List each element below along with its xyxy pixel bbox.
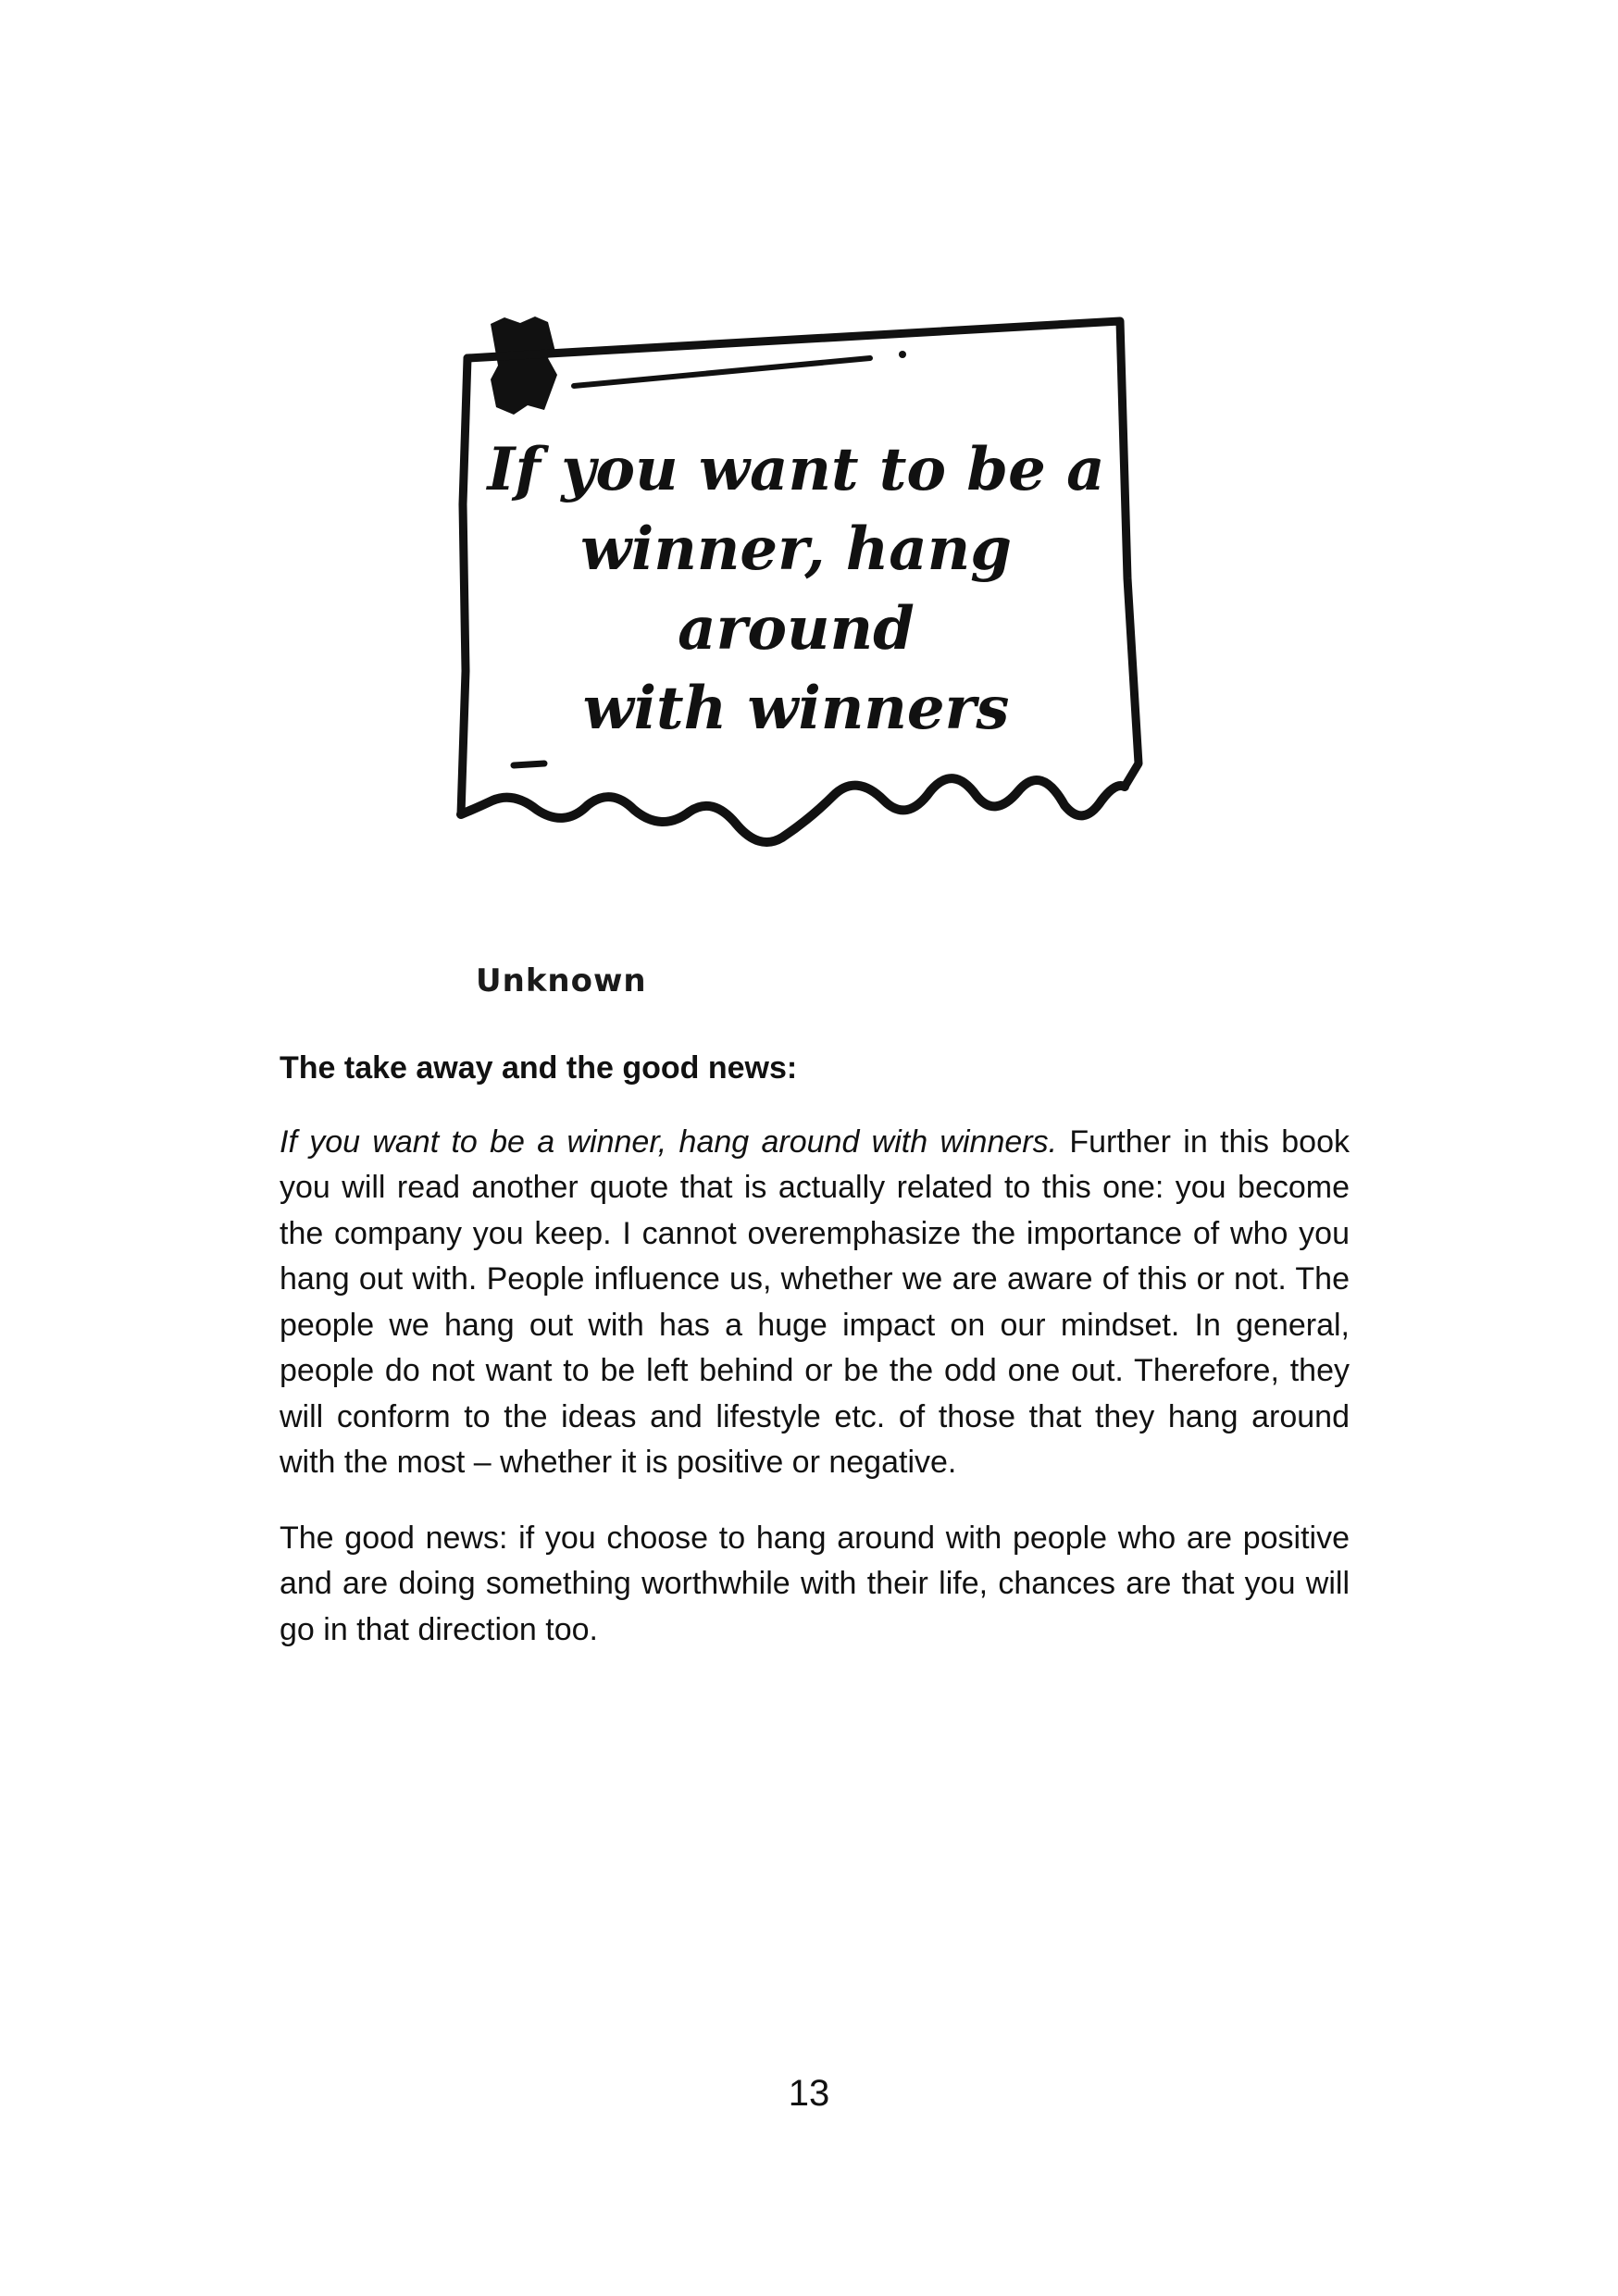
quote-graphic	[435, 301, 1157, 875]
quote-line: winner, hang around	[579, 515, 1013, 664]
page-number: 13	[788, 2073, 830, 2114]
paragraph-2: The good news: if you choose to hang around with people who are positive and are doing something worthwhile with their life, chances are that you will go in that direction too.	[280, 1520, 1350, 1647]
body-content	[280, 1046, 1350, 1682]
section-heading: The take away and the good news:	[280, 1050, 798, 1086]
quote-attribution: Unknown	[476, 962, 647, 999]
paragraph-1-text: Further in this book you will read another quote that is actually related to this one: you become the company you keep. I cannot overemphasize the importance of who you hang out with. People influence us, whether we are aware of this or not. The people we hang out with has a huge impact on our mindset. In general, people do not want to be left behind or be the odd one out. Therefore, they will conform to the ideas and lifestyle etc. of those that they hang around with the most – whether it is positive or negative.	[280, 1123, 1350, 1480]
paragraph-1	[280, 1120, 1350, 1486]
quote-text	[472, 430, 1120, 749]
italic-quote-lead: If you want to be a winner, hang around with winners.	[280, 1123, 1058, 1160]
quote-line: If you want to be a	[487, 435, 1105, 504]
quote-line: with winners	[582, 674, 1010, 743]
